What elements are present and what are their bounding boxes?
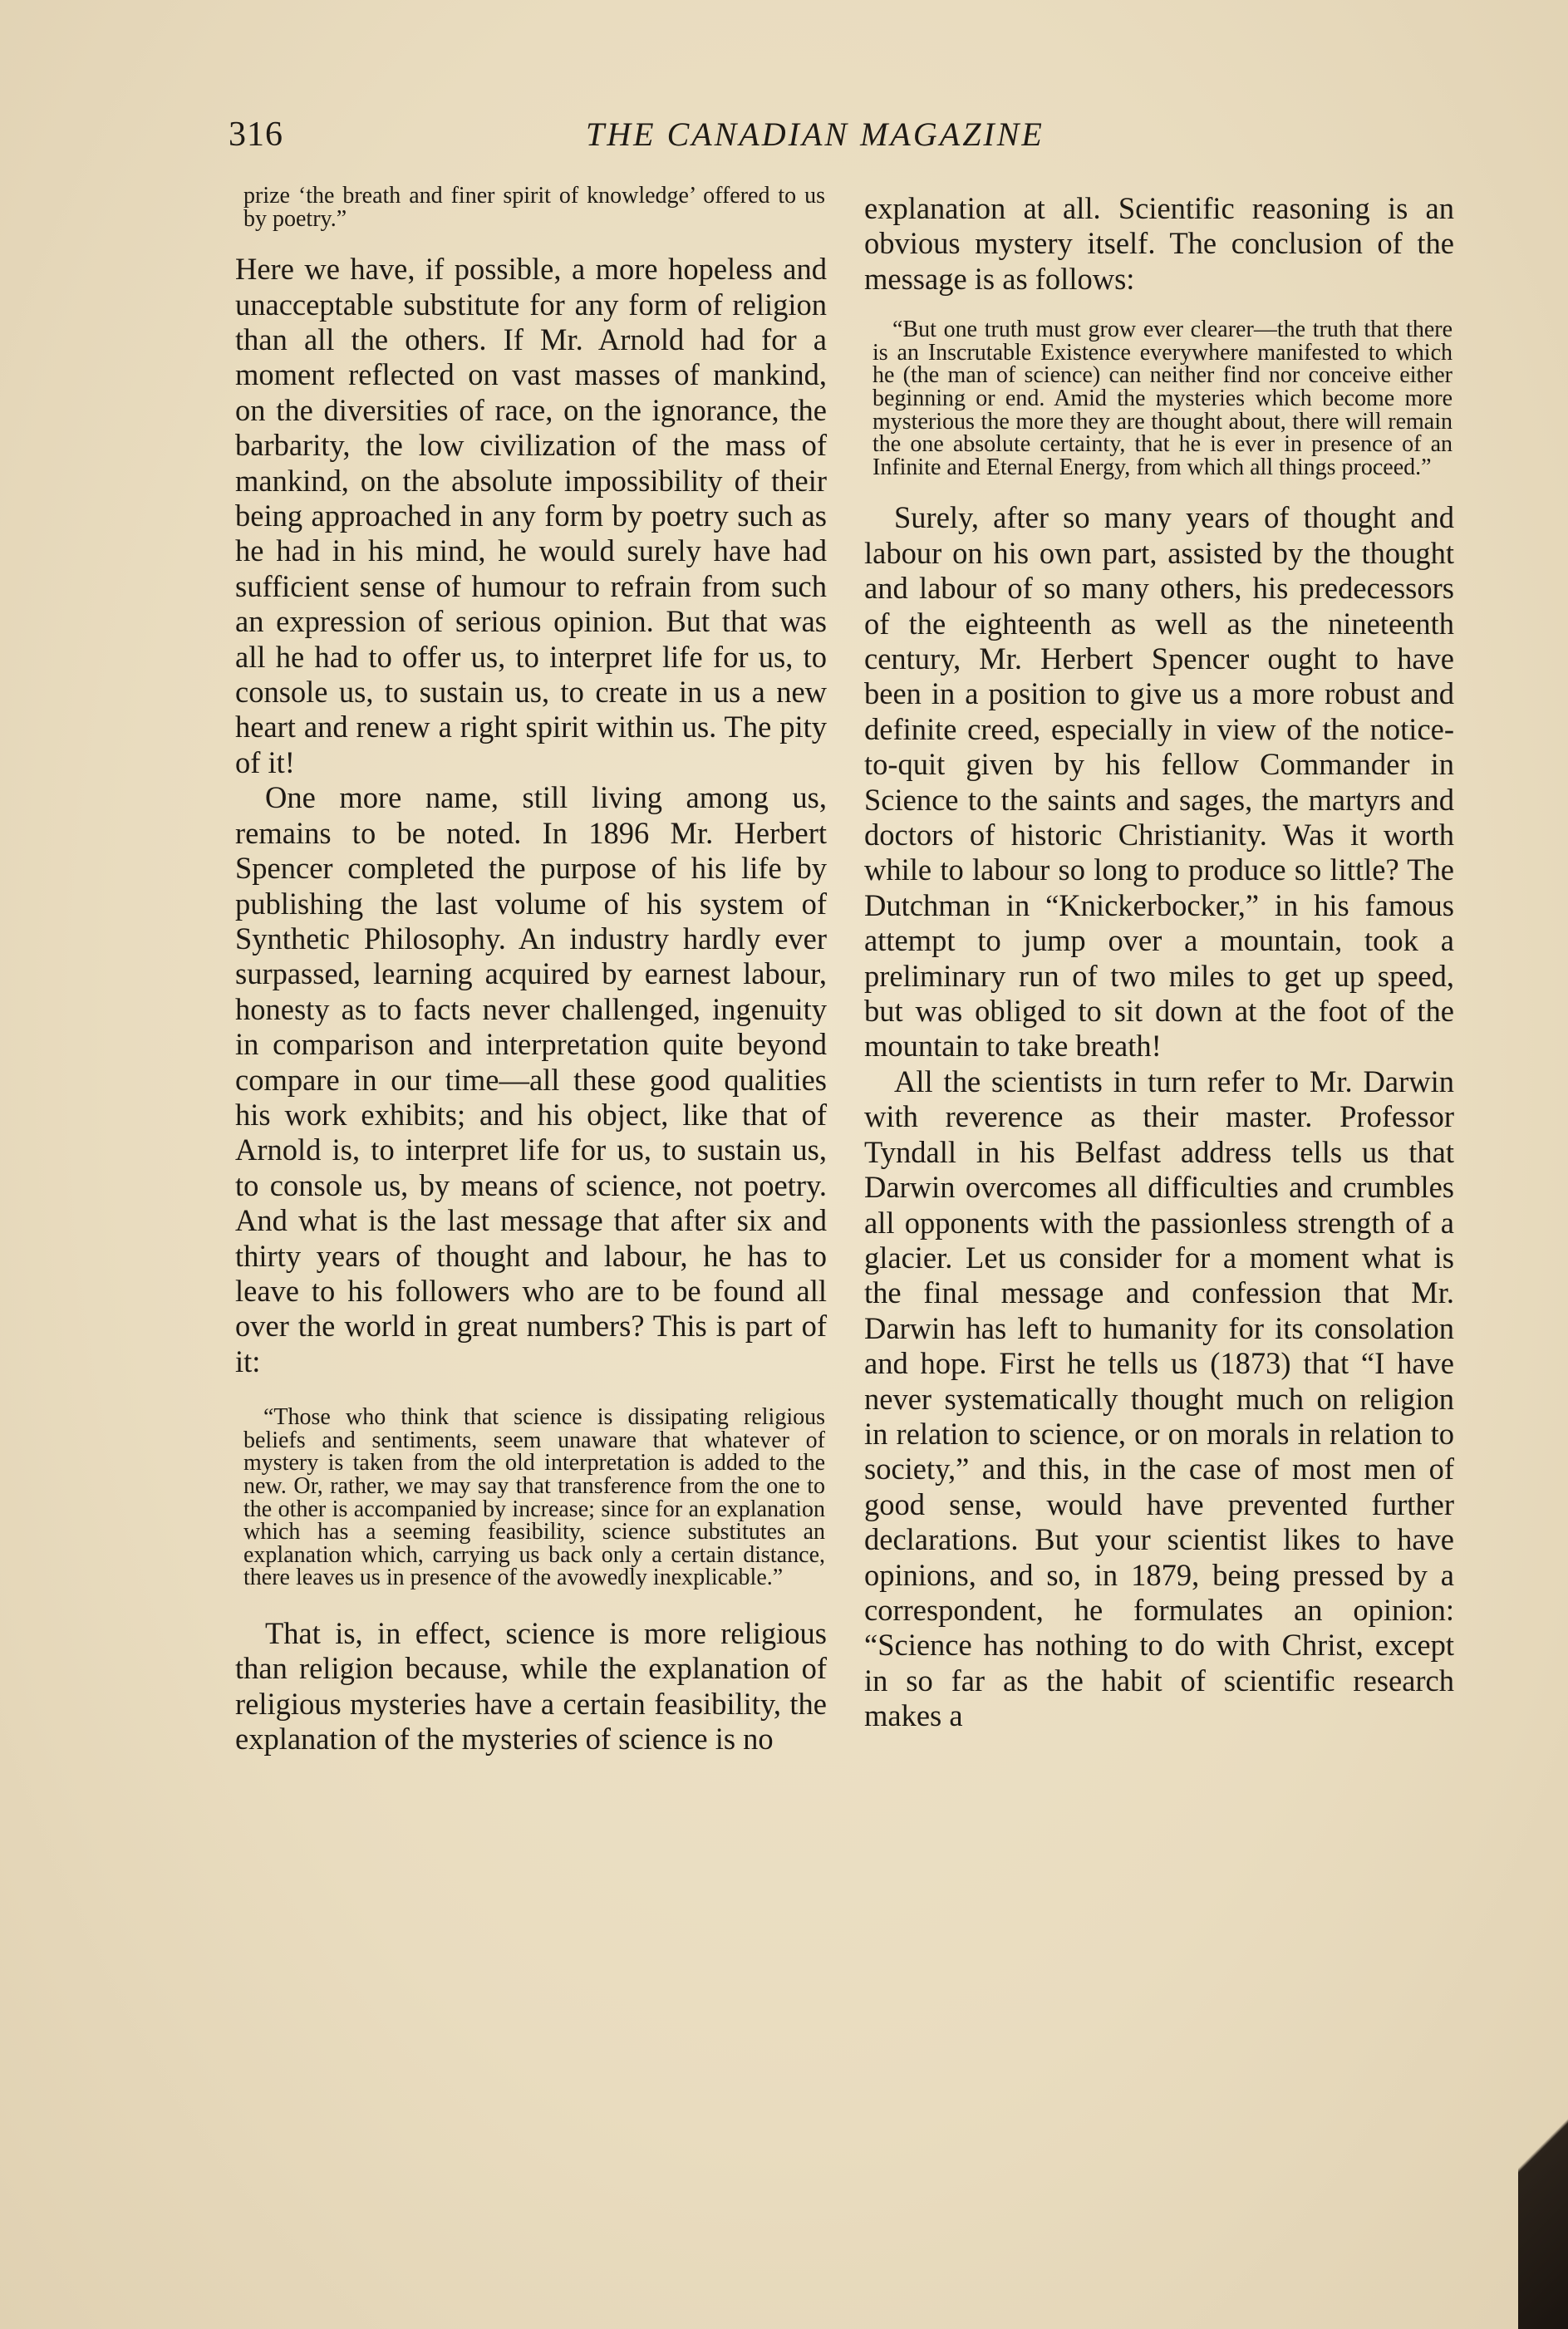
paragraph-spencer: One more name, still living among us, remains to be noted. In 1896 Mr. Herbert Spencer completed the purpose of his life by publishing the last volume of his system of Synthetic Philosophy. An industry hardly ever surpassed, learning acquired by earnest labour, honesty as to facts never challenged, ingenuity in comparison and interpretation quite beyond compare in our time—all these good qualities his work exhibits; and his object, like that of Arnold is, to interpret life for us, to sustain us, to console us, by means of science, not poetry. And what is the last message that after six and thirty years of thought and labour, he has to leave to his followers who are to be found all over the world in great numbers? This is part of it: xyxy=(235,780,827,1378)
paragraph-darwin: All the scientists in turn refer to Mr. Darwin with reverence as their master. Professor Tyndall in his Belfast address tells us that Darwin overcomes all difficulties and crumbles all opponents with the passionless strength of a glacier. Let us consider for a moment what is the final message and confession that Mr. Darwin has left to humanity for its consolation and hope. First he tells us (1873) that “I have never systematically thought much on religion in relation to science, or on morals in relation to society,” and this, in the case of most men of good sense, would have prevented further declarations. But your scientist likes to have opinions, and so, in 1879, being pressed by a correspondent, he formulates an opinion: “Science has nothing to do with Christ, except in so far as the habit of scientific research makes a xyxy=(864,1064,1454,1733)
right-column xyxy=(864,191,1454,1734)
paragraph-surely: Surely, after so many years of thought and labour on his own part, assisted by the thought and labour of so many others, his predecessors of the eighteenth as well as the nineteenth century, Mr. Herbert Spencer ought to have been in a position to give us a more robust and definite creed, especially in view of the notice-to-quit given by his fellow Commander in Science to the saints and sages, the martyrs and doctors of historic Christianity. Was it worth while to labour so long to produce so little? The Dutchman in “Knickerbocker,” in his famous attempt to jump over a mountain, took a preliminary run of two miles to get up speed, but was obliged to sit down at the foot of the mountain to take breath! xyxy=(864,500,1454,1064)
quote-spencer-inscrutable: “But one truth must grow ever clearer—the truth that there is an Inscrutable Existence everywhere manifested to which he (the man of science) can neither find nor conceive either beginning or end. Amid the mysteries which become more mysterious the more they are thought about, there will remain the one absolute certainty, that he is ever in presence of an Infinite and Eternal Energy, from which all things proceed.” xyxy=(872,317,1452,480)
paragraph-arnold: Here we have, if possible, a more hopeless and unacceptable substitute for any form of religion than all the others. If Mr. Arnold had for a moment reflected on vast masses of mankind, on the diversities of race, on the ignorance, the barbarity, the low civilization of the mass of mankind, on the absolute impossibility of their being approached in any form by poetry such as he had in his mind, he would surely have had sufficient sense of humour to refrain from such an expression of serious opinion. But that was all he had to offer us, to interpret life for us, to console us, to sustain us, to create in us a new heart and renew a right spirit within us. The pity of it! xyxy=(235,252,827,779)
page-shadow-edge xyxy=(1518,1911,1568,2329)
left-column xyxy=(235,184,827,1757)
quote-continuation: prize ‘the breath and finer spirit of knowledge’ offered to us by poetry.” xyxy=(243,183,825,232)
paragraph-science-religious: That is, in effect, science is more religious than religion because, while the explanation of religious mysteries have a certain feasibility, the explanation of the mysteries of science is no xyxy=(235,1615,827,1757)
paragraph-explanation: explanation at all. Scientific reasoning is an obvious mystery itself. The conclusion of the message is as follows: xyxy=(864,191,1454,296)
page-header xyxy=(229,115,1458,165)
running-title: THE CANADIAN MAGAZINE xyxy=(586,115,1045,153)
quote-spencer-science: “Those who think that science is dissipating religious beliefs and sentiments, seem unaware that whatever of mystery is taken from the old interpretation is added to the new. Or, rather, we may say that transference from the one to the other is accompanied by increase; since for an explanation which has a seeming feasibility, science substitutes an explanation which, carrying us back only a certain distance, there leaves us in presence of the avowedly inexplicable.” xyxy=(243,1404,825,1591)
page-number: 316 xyxy=(229,115,283,154)
